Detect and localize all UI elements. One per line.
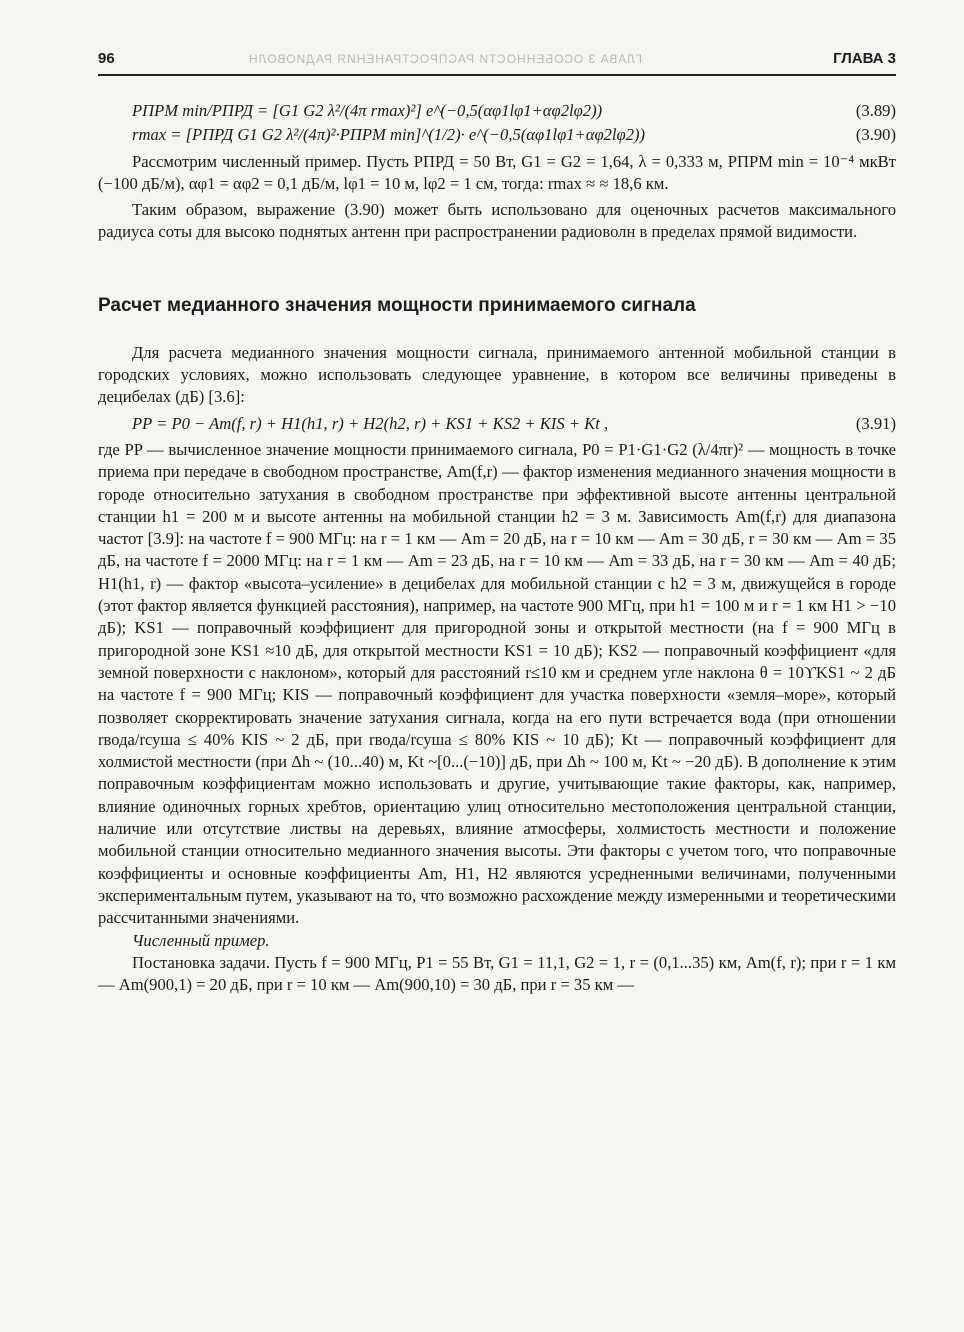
paragraph-intro: Для расчета медианного значения мощности сигнала, принимаемого антенной мобильной станции в городских условиях, можно использовать следующее уравнение, в котором все величины приведены в децибелах (дБ) [3.6]: [98, 342, 896, 407]
paragraph-example-1: Рассмотрим численный пример. Пусть PПРД = 50 Вт, G1 = G2 = 1,64, λ = 0,333 м, PПРM min = 10⁻⁴ мкВт (−100 дБ/м), αφ1 = αφ2 = 0,1 дБ/м, lφ1 = 10 м, lφ2 = 1 см, тогда: rmax ≈ ≈ 18,6 км. [98, 151, 896, 193]
equation-text: PP = P0 − Am(f, r) + H1(h1, r) + H2(h2, r) + KS1 + KS2 + KIS + Kt , [132, 413, 609, 433]
equation-3-89 [98, 100, 896, 122]
paragraph-definitions: где PP — вычисленное значение мощности принимаемого сигнала, P0 = P1·G1·G2 (λ/4πr)² — мощность в точке приема при передаче в свободном пространстве, Am(f,r) — фактор изменения медианного значения мощности в городе относительно затухания в свободном пространстве при эффективной высоте антенны центральной станции h1 = 200 м и высоте антенны на мобильной станции h2 = 3 м. Зависимость Am(f,r) для диапазона частот [3.9]: на частоте f = 900 МГц: на r = 1 км — Am = 20 дБ, на r = 10 км — Am = 30 дБ, r = 30 км — Am = 35 дБ, на частоте f = 2000 МГц: на r = 1 км — Am = 23 дБ, на r = 10 км — Am = 33 дБ, на r = 30 км — Am = 40 дБ; H1(h1, r) — фактор «высота–усиление» в децибелах для мобильной станции с h2 = 3 м, движущейся в городе (этот фактор является функцией расстояния), например, на частоте 900 МГц, при h1 = 100 м и r = 1 км H1 > −10 дБ); KS1 — поправочный коэффициент для пригородной зоны и открытой местности (на f = 900 МГц в пригородной зоне KS1 ≈10 дБ, для открытой местности KS1 = 10 дБ); KS2 — поправочный коэффициент «для земной поверхности с наклоном», который для расстояний r≤10 км и среднем угле наклона θ = 10ϒKS1 ~ 2 дБ на частоте f = 900 МГц; KIS — поправочный коэффициент для участка поверхности «земля–море», который позволяет скорректировать значение затухания сигнала, когда на его пути встречается вода (при отношении rвода/rсуша ≤ 40% KIS ~ 2 дБ, при rвода/rсуша ≤ 80% KIS ~ 10 дБ); Kt — поправочный коэффициент для холмистой местности (при Δh ~ (10...40) м, Kt ~[0...(−10)] дБ, при Δh ~ 100 м, Kt ~ −20 дБ). В дополнение к этим поправочным коэффициентам можно использовать и другие, учитывающие такие факторы, как, например, влияние одиночных горных хребтов, ориентацию улиц относительно местоположения центральной станции, наличие или отсутствие листвы на деревьях, влияние атмосферы, холмистость местности и положение мобильной станции относительно медианного значения высоты. Эти факторы с учетом того, что поправочные коэффициенты и основные коэффициенты Am, H1, H2 являются усредненными величинами, полученными экспериментальным путем, указывают на то, что возможно расхождение между измеренными и теоретическими рассчитанными значениями. [98, 439, 896, 928]
equation-number: (3.90) [855, 125, 896, 145]
equation-text: PПРM min/PПРД = [G1 G2 λ²/(4π rmax)²] e^(−0,5(αφ1lφ1+αφ2lφ2)) [132, 101, 603, 120]
equation-3-90 [98, 124, 896, 146]
paragraph-problem-statement: Постановка задачи. Пусть f = 900 МГц, P1 = 55 Вт, G1 = 11,1, G2 = 1, r = (0,1...35) км, Am(f, r); при r = 1 км — Am(900,1) = 20 дБ, при r = 10 км — Am(900,10) = 30 дБ, при r = 35 км — [98, 952, 896, 995]
equation-number: (3.89) [855, 101, 896, 120]
section-heading: Расчет медианного значения мощности принимаемого сигнала [98, 294, 696, 316]
paragraph-conclusion: Таким образом, выражение (3.90) может быть использовано для оценочных расчетов максимального радиуса соты для высоко поднятых антенн при распространении радиоволн в пределах прямой видимости. [98, 200, 896, 242]
page-number: 96 [98, 50, 115, 67]
equation-3-91 [98, 413, 896, 435]
chapter-label: ГЛАВА 3 [833, 50, 896, 67]
equation-number: (3.91) [855, 413, 896, 433]
mirrored-running-title: ГЛАВА 3 ОСОБЕННОСТИ РАСПРОСТРАНЕНИЯ РАДИОВОЛН [248, 52, 642, 66]
running-header [98, 44, 896, 76]
page-body [98, 100, 896, 996]
paragraph-numeric-example: Численный пример. [132, 930, 270, 950]
equation-text: rmax = [PПРД G1 G2 λ²/(4π)²·PПРM min]^(1/2)· e^(−0,5(αφ1lφ1+αφ2lφ2)) [132, 125, 646, 145]
